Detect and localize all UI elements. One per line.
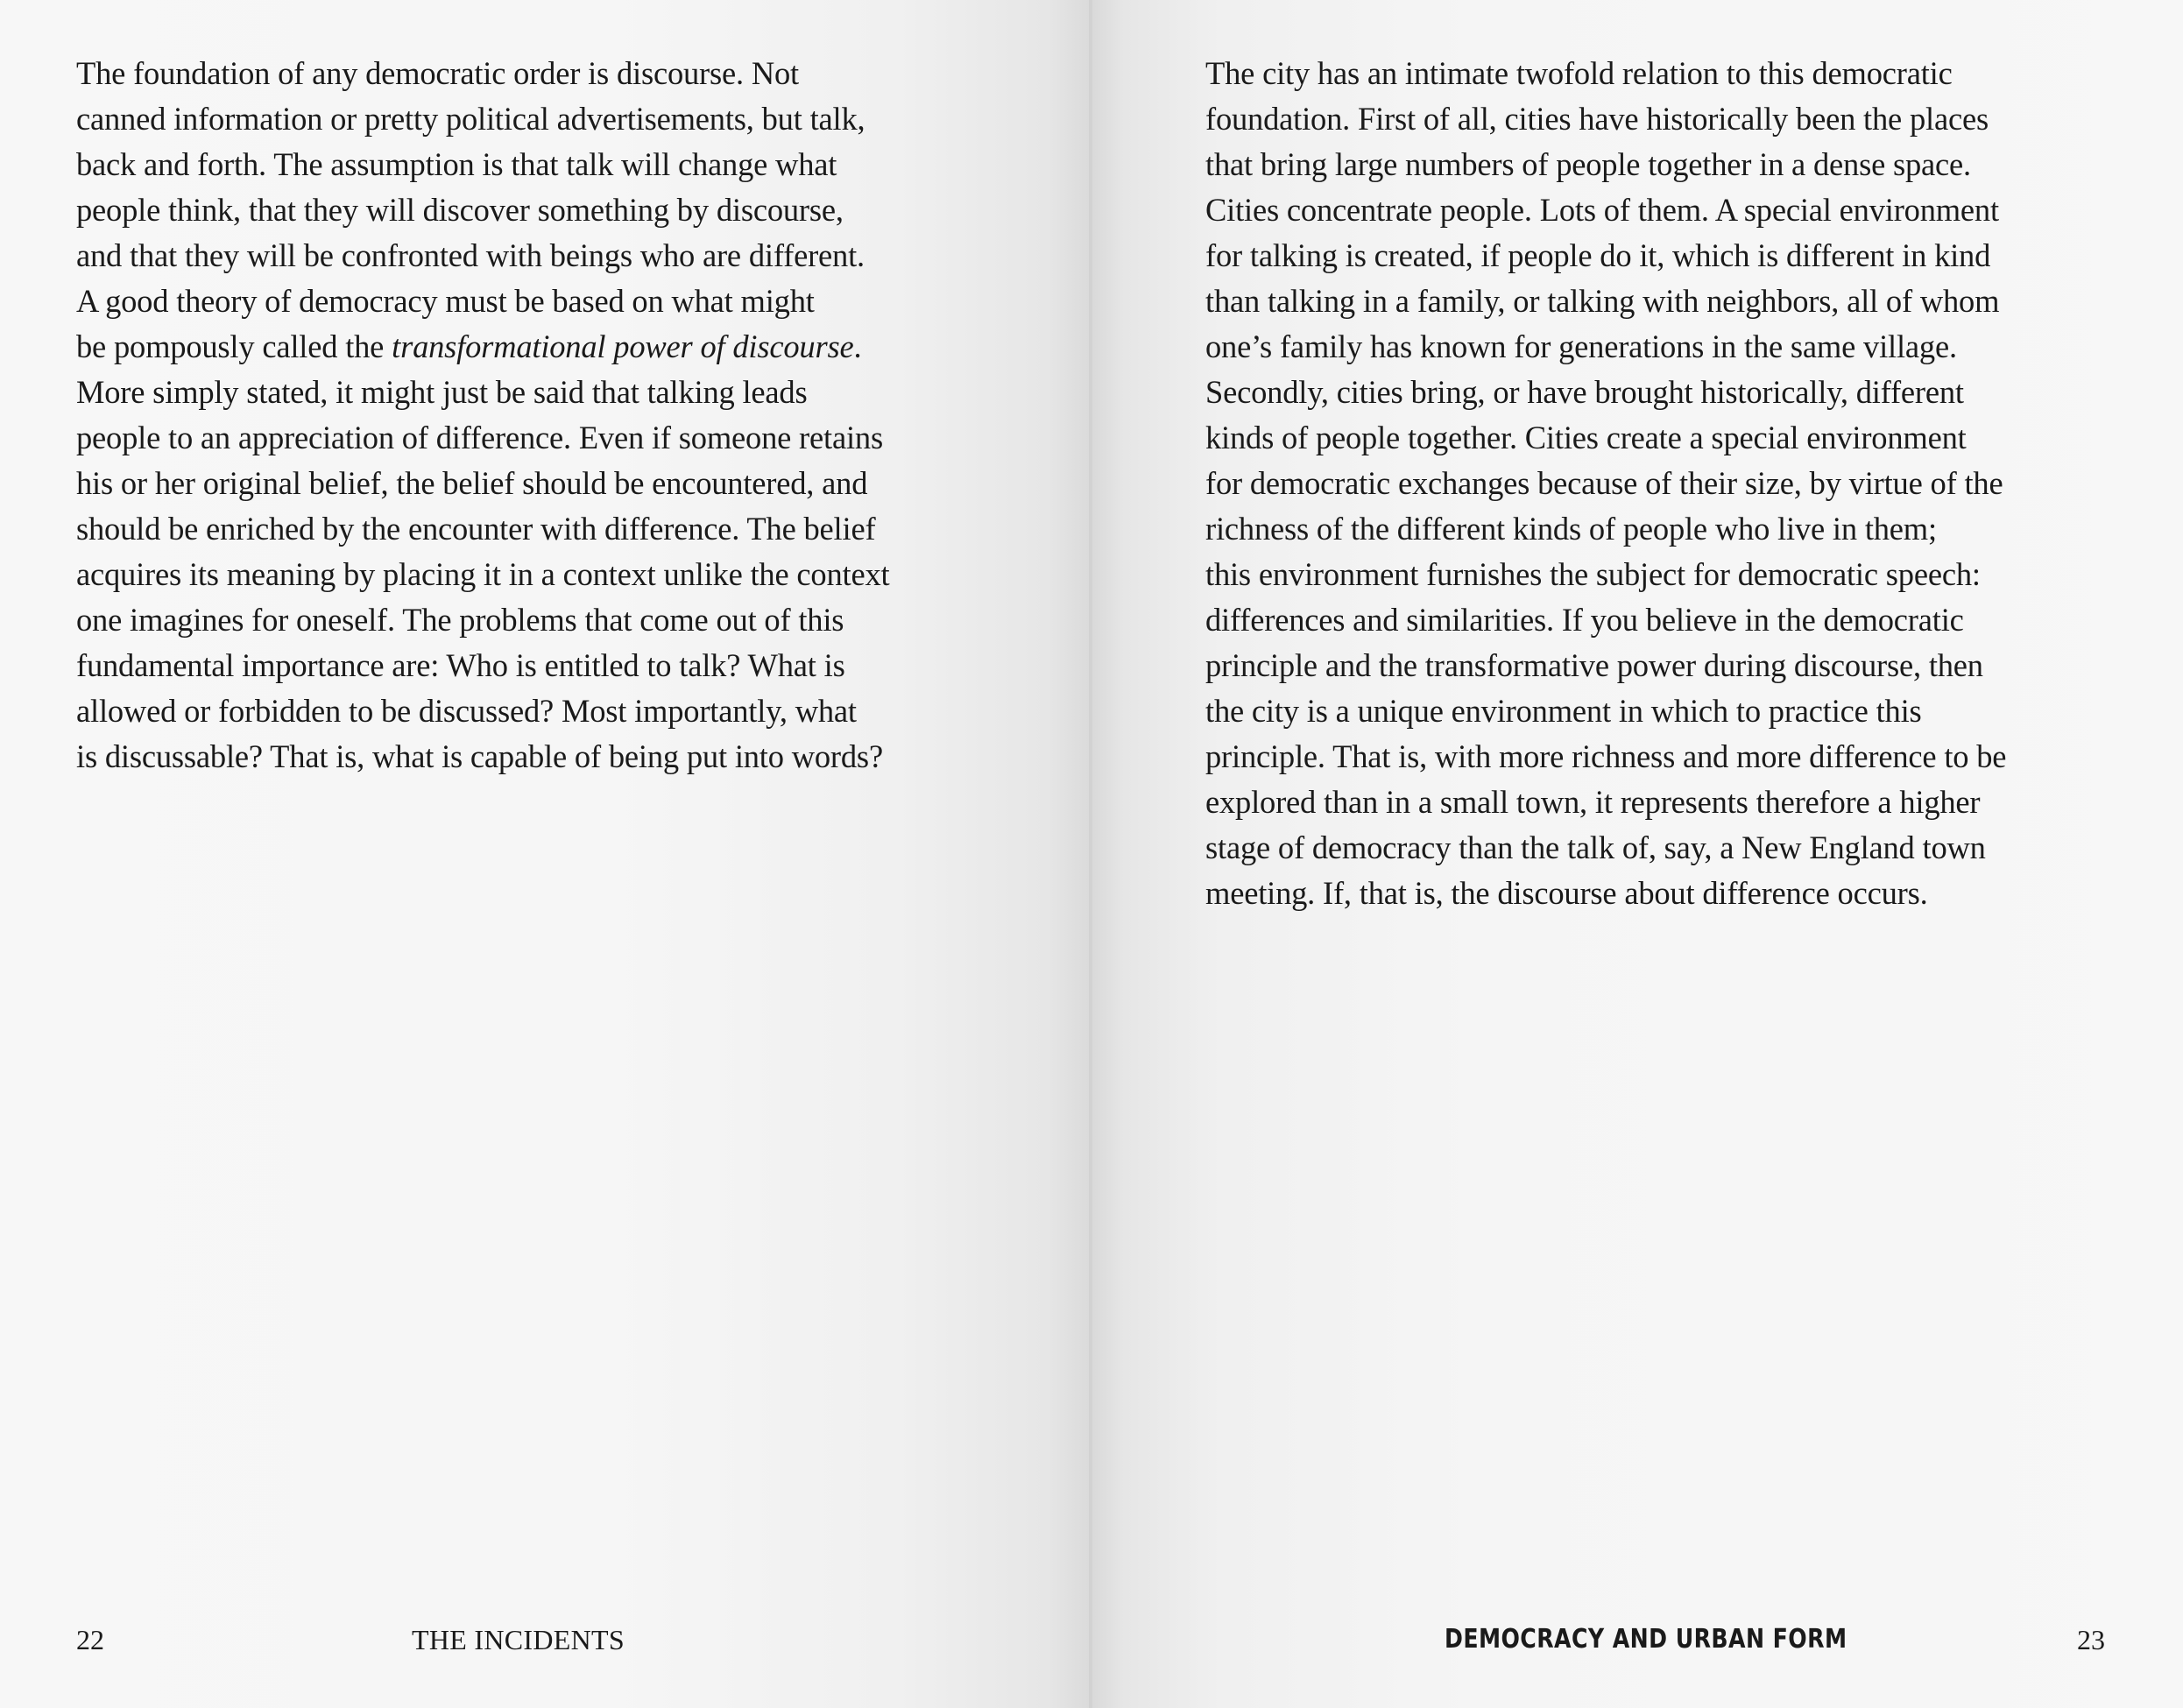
text-line: differences and similarities. If you believe in the democratic [1205,602,1964,638]
italic-phrase: transformational power of discourse [392,328,854,364]
text-line: that bring large numbers of people together in a dense space. [1205,146,1971,182]
right-body-text [1205,51,2116,916]
text-line: A good theory of democracy must be based on what might [76,283,815,319]
text-line: The city has an intimate twofold relation to this democratic [1205,55,1953,91]
text-line: the city is a unique environment in which to practice this [1205,693,1922,729]
text-line: The foundation of any democratic order is discourse. Not [76,55,800,91]
text-line: people to an appreciation of difference. Even if someone retains [76,420,883,455]
book-gutter [1089,0,1092,1708]
text-line: this environment furnishes the subject for democratic speech: [1205,556,1981,592]
text-line: his or her original belief, the belief should be encountered, and [76,465,868,501]
text-line: back and forth. The assumption is that talk will change what [76,146,837,182]
text-line: fundamental importance are: Who is entitled to talk? What is [76,647,845,683]
text-line: principle. That is, with more richness and more difference to be [1205,738,2007,774]
text-line: for talking is created, if people do it, which is different in kind [1205,237,1991,273]
text-line: is discussable? That is, what is capable of being put into words? [76,738,883,774]
text-line-with-italic [76,324,987,370]
right-page [1092,0,2183,1708]
text-line: explored than in a small town, it represents therefore a higher [1205,784,1981,820]
text-line: people think, that they will discover something by discourse, [76,192,844,228]
text-line: for democratic exchanges because of their size, by virtue of the [1205,465,2003,501]
text-line: More simply stated, it might just be said that talking leads [76,374,808,410]
text-line: Cities concentrate people. Lots of them. A special environment [1205,192,1999,228]
text-line: should be enriched by the encounter with difference. The belief [76,511,876,547]
left-body-text [76,51,987,780]
text-line: foundation. First of all, cities have historically been the places [1205,101,1989,137]
text-line: canned information or pretty political advertisements, but talk, [76,101,865,137]
text-line: than talking in a family, or talking with neighbors, all of whom [1205,283,2000,319]
page-number-right: 23 [2077,1624,2105,1655]
running-head-left: THE INCIDENTS [412,1624,625,1655]
running-head-right: DEMOCRACY AND URBAN FORM [1445,1624,1847,1655]
text-line: stage of democracy than the talk of, say, a New England town [1205,829,1986,865]
page-number-left: 22 [76,1624,104,1655]
text-line: and that they will be confronted with beings who are different. [76,237,865,273]
text-segment: . [853,328,862,364]
text-line: acquires its meaning by placing it in a context unlike the context [76,556,890,592]
text-line: allowed or forbidden to be discussed? Most importantly, what [76,693,857,729]
text-line: Secondly, cities bring, or have brought historically, different [1205,374,1964,410]
text-line: one’s family has known for generations in the same village. [1205,328,1957,364]
text-segment: be pompously called the [76,328,392,364]
text-line: meeting. If, that is, the discourse about difference occurs. [1205,875,1928,911]
text-line: richness of the different kinds of people who live in them; [1205,511,1937,547]
text-line: kinds of people together. Cities create a special environment [1205,420,1967,455]
text-line: principle and the transformative power during discourse, then [1205,647,1983,683]
text-line: one imagines for oneself. The problems that come out of this [76,602,844,638]
